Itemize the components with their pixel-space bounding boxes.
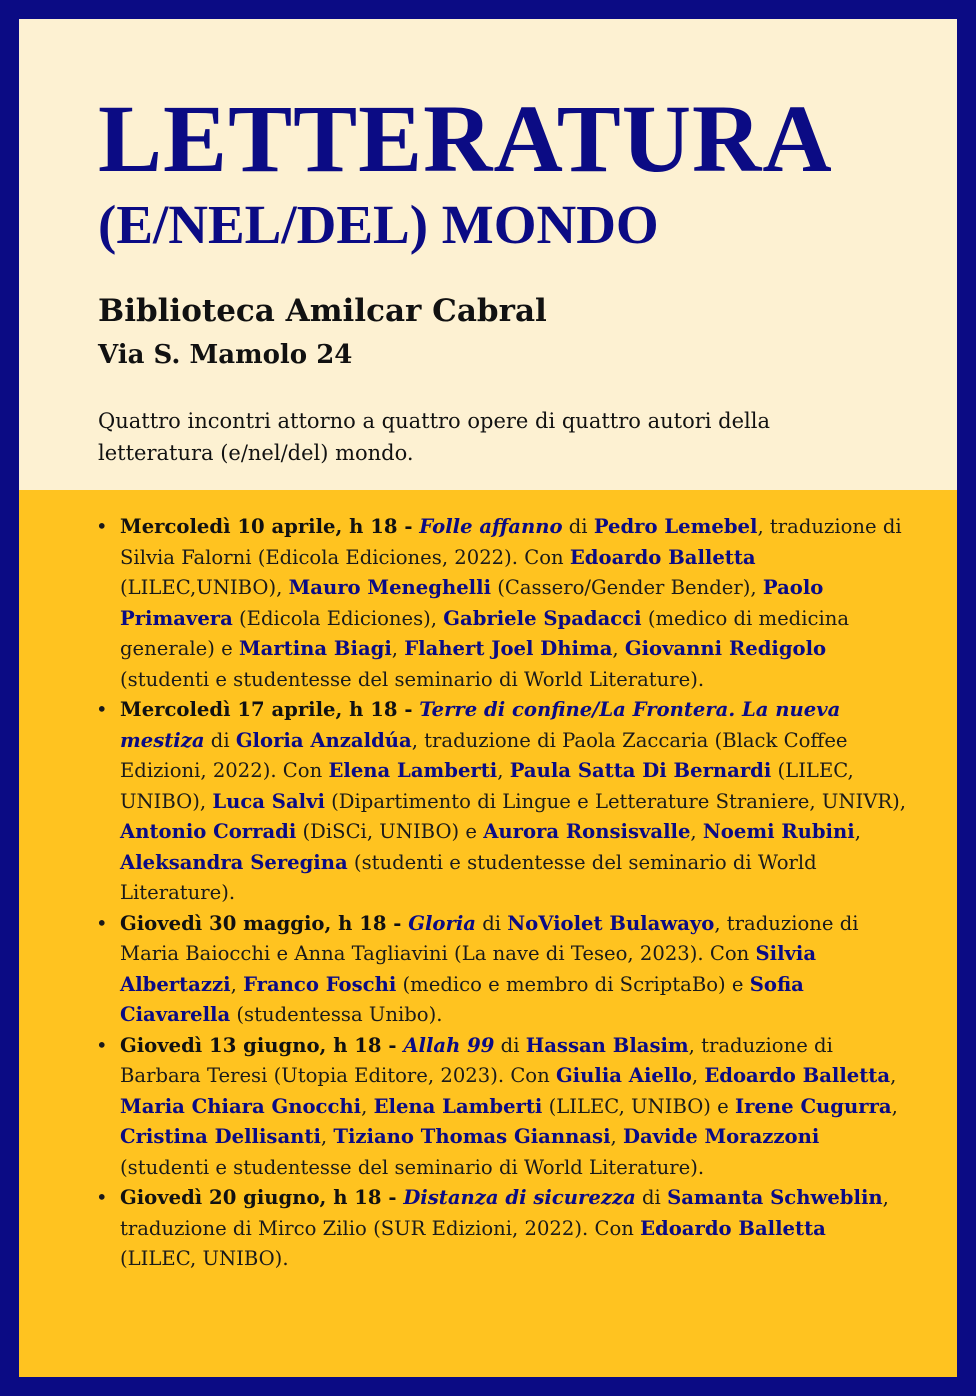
event-guest-note: (studentessa Unibo).: [230, 1003, 443, 1026]
event-guest: Cristina Dellisanti: [120, 1125, 321, 1148]
event-guest-note: (LILEC, UNIBO),: [120, 759, 854, 813]
event-separator: -: [397, 698, 420, 721]
event-guest-note: ,: [890, 1064, 897, 1087]
event-guest-note: (LILEC,UNIBO),: [120, 576, 289, 599]
event-guest: Antonio Corradi: [120, 820, 297, 843]
event-guest: Silvia Albertazzi: [120, 942, 817, 996]
poster-subtitle: (E/NEL/DEL) MONDO: [98, 194, 659, 255]
event-details: , traduzione di Paola Zaccaria (Black Coffee Edizioni, 2022). Con: [120, 728, 848, 782]
event-author: Samanta Schweblin: [667, 1186, 883, 1209]
event-work-title: Allah 99: [403, 1033, 495, 1057]
event-guest-note: (LILEC, UNIBO) e: [542, 1094, 735, 1118]
event-date: Mercoledì 17 aprile, h 18: [120, 698, 398, 721]
event-work-title: Distanza di sicurezza: [403, 1186, 636, 1209]
event-work-title: Terre di confine/La Frontera. La nueva mestiza: [120, 698, 841, 752]
event-guest-note: (studenti e studentesse del seminario di World Literature).: [120, 1155, 705, 1179]
events-list: [96, 512, 907, 1275]
event-guest-note: (studenti e studentesse del seminario di World Literature).: [120, 667, 705, 691]
event-details: , traduzione di Silvia Falorni (Edicola Ediciones, 2022). Con: [120, 515, 902, 569]
event-guest-note: (LILEC, UNIBO).: [120, 1247, 289, 1270]
event-guest-note: (medico e membro di ScriptaBo) e: [396, 972, 750, 996]
event-guest: Aleksandra Seregina: [120, 850, 348, 874]
bullet-icon: •: [96, 515, 108, 538]
event-guest: Paula Satta Di Bernardi: [509, 759, 772, 782]
poster-frame: [19, 19, 957, 1377]
event-guest-note: (Edicola Ediciones),: [232, 606, 444, 630]
event-date: Mercoledì 10 aprile, h 18: [120, 515, 398, 538]
event-guest: Martina Biagi: [238, 637, 392, 660]
event-guest-note: ,: [612, 637, 625, 660]
bullet-icon: •: [96, 1033, 108, 1057]
event-guest: Edoardo Balletta: [569, 545, 756, 569]
event-item: [96, 909, 907, 1031]
event-guest-note: ,: [690, 820, 703, 843]
event-di: di: [204, 728, 236, 752]
event-author: Gloria Anzaldúa: [235, 728, 412, 752]
event-guest: Edoardo Balletta: [704, 1064, 891, 1087]
event-di: di: [562, 515, 594, 538]
event-guest: Aurora Ronsisvalle: [483, 820, 691, 843]
event-guest: Giovanni Redigolo: [624, 637, 827, 660]
event-details: , traduzione di Maria Baiocchi e Anna Tagliavini (La nave di Teseo, 2023). Con: [120, 911, 859, 965]
event-separator: -: [397, 515, 420, 538]
event-di: di: [494, 1033, 526, 1057]
event-guest-note: ,: [391, 637, 405, 660]
event-details: , traduzione di Mirco Zilio (SUR Edizioni, 2022). Con: [120, 1186, 889, 1240]
bullet-icon: •: [96, 1186, 108, 1209]
event-guest: Giulia Aiello: [555, 1064, 692, 1087]
event-work-title: Gloria: [408, 911, 476, 935]
event-guest: Mauro Meneghelli: [288, 576, 492, 599]
bullet-icon: •: [96, 698, 108, 721]
event-guest: Noemi Rubini: [702, 820, 855, 843]
event-guest-note: ,: [854, 820, 861, 843]
event-date: Giovedì 20 giugno, h 18: [120, 1186, 382, 1209]
event-guest: Davide Morazzoni: [622, 1125, 820, 1148]
event-guest-note: (studenti e studentesse del seminario di World Literature).: [120, 850, 817, 904]
event-guest: Elena Lamberti: [328, 759, 498, 782]
event-guest: Edoardo Balletta: [640, 1216, 826, 1240]
event-author: Hassan Blasim: [525, 1033, 689, 1057]
event-guest: Tiziano Thomas Giannasi: [333, 1125, 611, 1148]
event-guest: Paolo Primavera: [120, 576, 824, 630]
event-guest-note: ,: [497, 759, 510, 782]
bullet-icon: •: [96, 911, 108, 935]
event-author: Pedro Lemebel: [593, 515, 758, 538]
event-guest: Luca Salvi: [212, 789, 325, 813]
event-item: [96, 1183, 907, 1275]
event-di: di: [475, 911, 508, 935]
event-guest: Elena Lamberti: [373, 1094, 543, 1118]
event-separator: -: [386, 911, 409, 935]
event-author: NoViolet Bulawayo: [507, 911, 715, 935]
event-guest: Gabriele Spadacci: [443, 606, 642, 630]
event-item: [96, 512, 907, 695]
intro-text: Quattro incontri attorno a quattro opere di quattro autori della letteratura (e/nel/del) mondo.: [98, 409, 770, 465]
event-work-title: Folle affanno: [419, 515, 563, 538]
header-section: [19, 19, 957, 490]
event-guest: Maria Chiara Gnocchi: [120, 1094, 362, 1118]
events-section: [19, 490, 957, 1377]
event-guest-note: ,: [891, 1094, 898, 1118]
venue-address: Via S. Mamolo 24: [98, 340, 353, 370]
event-guest: Flahert Joel Dhima: [404, 637, 613, 660]
event-guest-note: ,: [230, 972, 244, 996]
event-date: Giovedì 13 giugno, h 18: [120, 1033, 382, 1057]
event-guest-note: (Cassero/Gender Bender),: [491, 576, 763, 599]
event-guest-note: (DiSCi, UNIBO) e: [296, 820, 484, 843]
event-date: Giovedì 30 maggio, h 18: [120, 911, 387, 935]
event-guest-note: ,: [610, 1125, 623, 1148]
event-guest-note: (medico di medicina generale) e: [120, 606, 850, 660]
event-guest-note: ,: [320, 1125, 334, 1148]
event-guest: Irene Cugurra: [734, 1094, 892, 1118]
event-di: di: [635, 1186, 668, 1209]
event-item: [96, 695, 907, 909]
event-guest-note: ,: [691, 1064, 705, 1087]
event-guest-note: (Dipartimento di Lingue e Letterature Straniere, UNIVR),: [324, 789, 907, 813]
event-separator: -: [381, 1033, 404, 1057]
event-details: , traduzione di Barbara Teresi (Utopia Editore, 2023). Con: [120, 1033, 833, 1087]
event-guest: Franco Foschi: [243, 972, 397, 996]
venue-name: Biblioteca Amilcar Cabral: [98, 293, 547, 329]
event-guest: Sofia Ciavarella: [120, 972, 804, 1026]
event-separator: -: [381, 1186, 404, 1209]
poster-title: LETTERATURA: [98, 85, 833, 192]
event-guest-note: ,: [361, 1094, 374, 1118]
event-item: [96, 1031, 907, 1184]
